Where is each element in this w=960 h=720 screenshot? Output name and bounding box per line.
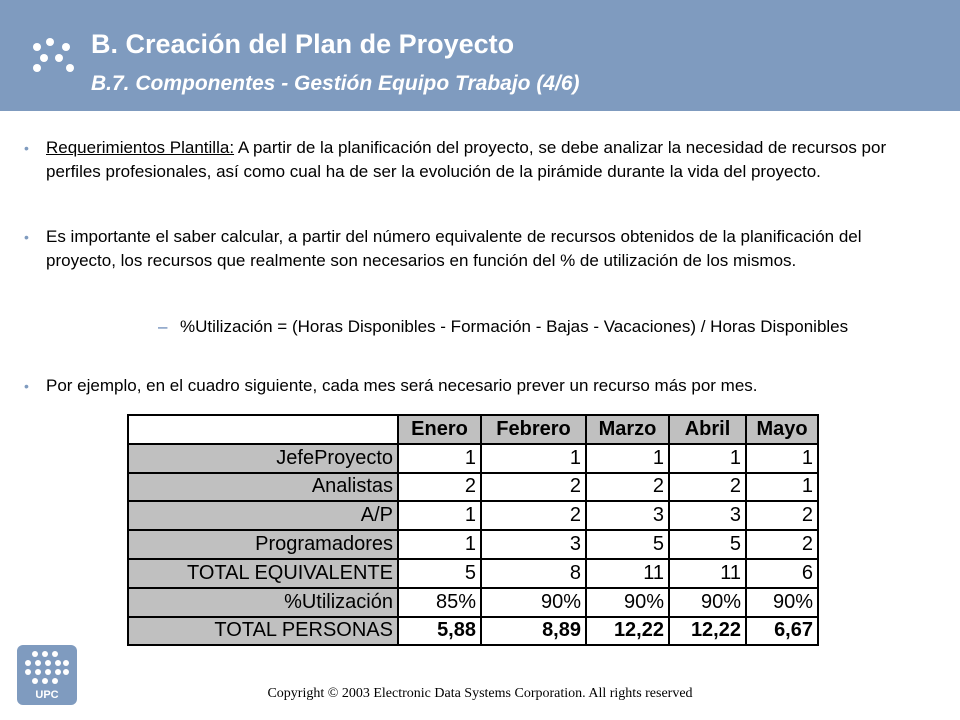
slide-header [0,0,960,111]
table-cell: 5 [669,530,746,559]
slide-title: B. Creación del Plan de Proyecto [91,29,515,59]
logo-text: UPC [35,689,59,701]
bullet-requerimientos [24,136,926,184]
row-label: TOTAL PERSONAS [128,617,398,646]
bullet-ejemplo [24,374,926,398]
column-header: Febrero [481,415,586,444]
table-row [128,444,818,473]
bullet-dot-icon: • [24,140,29,156]
table-cell: 85% [398,588,481,617]
table-cell: 1 [481,444,586,473]
bullet-lead: Requerimientos Plantilla: [46,138,235,157]
table-row [128,473,818,502]
row-label: %Utilización [128,588,398,617]
dash-icon: – [158,317,168,336]
column-header: Abril [669,415,746,444]
table-cell: 1 [746,473,818,502]
bullet-text: A partir de la planificación del proyecto, se debe analizar la necesidad de recursos por perfiles profesionales, así como cual ha de ser la evolución de la pirámide durante la vida del proyecto. [46,138,887,181]
table-cell: 2 [481,473,586,502]
table-cell: 90% [586,588,669,617]
table-cell: 90% [669,588,746,617]
resource-table [127,414,819,646]
column-header: Marzo [586,415,669,444]
table-cell: 3 [586,501,669,530]
table-cell: 12,22 [586,617,669,646]
column-header: Enero [398,415,481,444]
table-row [128,501,818,530]
table-cell: 5 [586,530,669,559]
row-label: A/P [128,501,398,530]
slide-subtitle: B.7. Componentes - Gestión Equipo Trabajo (4/6) [91,72,580,95]
table-row-total-personas [128,617,818,646]
table-cell: 90% [481,588,586,617]
table-cell: 1 [669,444,746,473]
table-cell: 1 [398,530,481,559]
row-label: Analistas [128,473,398,502]
sub-bullet-formula [158,315,920,339]
table-row-total-equivalente [128,559,818,588]
copyright-footer: Copyright © 2003 Electronic Data Systems Corporation. All rights reserved [267,686,693,701]
table-cell: 8,89 [481,617,586,646]
table-cell: 2 [481,501,586,530]
table-cell: 2 [586,473,669,502]
table-cell: 2 [669,473,746,502]
table-cell: 1 [398,444,481,473]
bullet-dot-icon: • [24,229,29,245]
table-cell: 2 [746,530,818,559]
table-cell: 3 [481,530,586,559]
table-row-utilizacion [128,588,818,617]
table-cell: 12,22 [669,617,746,646]
column-header: Mayo [746,415,818,444]
table-cell: 6,67 [746,617,818,646]
formula-text: %Utilización = (Horas Disponibles - Formación - Bajas - Vacaciones) / Horas Disponibles [180,317,849,336]
table-cell: 2 [398,473,481,502]
bullet-text: Es importante el saber calcular, a partir del número equivalente de recursos obtenidos de la planificación del proyecto, los recursos que realmente son necesarios en función del % de utilización de los mismos. [46,227,862,270]
bullet-importante [24,225,926,273]
table-cell: 6 [746,559,818,588]
row-label: JefeProyecto [128,444,398,473]
decorative-dots-icon [30,38,80,74]
table-cell: 11 [669,559,746,588]
row-label: TOTAL EQUIVALENTE [128,559,398,588]
table-cell: 1 [586,444,669,473]
table-cell: 5,88 [398,617,481,646]
table-cell: 5 [398,559,481,588]
table-cell: 2 [746,501,818,530]
bullet-dot-icon: • [24,378,29,394]
table-cell: 11 [586,559,669,588]
bullet-text: Por ejemplo, en el cuadro siguiente, cada mes será necesario prever un recurso más por mes. [46,376,758,395]
table-header-row [128,415,818,444]
table-row [128,530,818,559]
row-label: Programadores [128,530,398,559]
table-cell: 3 [669,501,746,530]
table-cell: 90% [746,588,818,617]
table-cell: 1 [746,444,818,473]
table-corner-cell [128,415,398,444]
table-cell: 8 [481,559,586,588]
table-cell: 1 [398,501,481,530]
